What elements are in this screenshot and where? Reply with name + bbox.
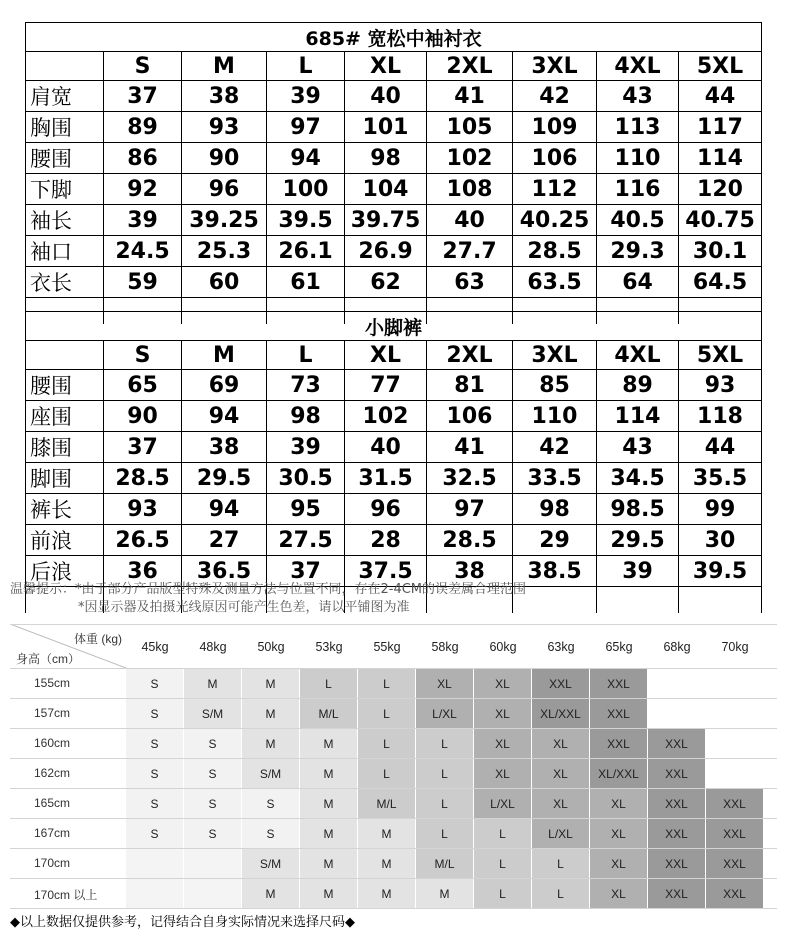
measurement-value: 27 [182, 525, 267, 556]
measurement-value: 44 [679, 81, 762, 112]
size-cell: L [474, 879, 531, 908]
measurement-value: 102 [427, 143, 513, 174]
size-header: 3XL [513, 341, 597, 370]
measurement-value: 117 [679, 112, 762, 143]
measurement-value: 39.25 [182, 205, 267, 236]
size-cell: S [126, 669, 183, 698]
measurement-value: 25.3 [182, 236, 267, 267]
height-label: 162cm [34, 766, 71, 780]
measurement-value: 93 [182, 112, 267, 143]
height-label: 157cm [34, 706, 71, 720]
size-cell: L [358, 729, 415, 758]
measurement-label: 肩宽 [26, 81, 104, 112]
size-cell: L [358, 669, 415, 698]
measurement-value: 65 [104, 370, 182, 401]
footnote: ◆以上数据仅提供参考，记得结合自身实际情况来选择尺码◆ [10, 915, 355, 930]
measurement-value: 118 [679, 401, 762, 432]
size-cell: S [126, 819, 183, 848]
size-header: 3XL [513, 52, 597, 81]
size-cell [126, 849, 183, 878]
measurement-label: 腰围 [26, 143, 104, 174]
size-cell: XXL [648, 879, 705, 908]
measurement-value: 26.9 [345, 236, 427, 267]
measurement-value: 34.5 [597, 463, 679, 494]
note-line-1: 温馨提示：*由于部分产品版型特殊及测量方法与位置不同，存在2-4CM的误差属合理范围 [10, 582, 527, 597]
size-cell: M [358, 849, 415, 878]
size-cell: XL [532, 759, 589, 788]
measurement-value: 61 [267, 267, 345, 298]
size-cell: XXL [648, 819, 705, 848]
measurement-value: 39 [267, 432, 345, 463]
height-label: 170cm 以上 [34, 888, 98, 902]
size-header: S [104, 341, 182, 370]
measurement-value: 90 [104, 401, 182, 432]
size-cell: S [126, 789, 183, 818]
weight-header: 50kg [257, 640, 285, 654]
size-cell: XXL [706, 789, 763, 818]
size-cell: XXL [648, 759, 705, 788]
size-cell: S [184, 789, 241, 818]
weight-header: 48kg [199, 640, 227, 654]
size-cell: XXL [590, 699, 647, 728]
size-cell [648, 699, 705, 728]
measurement-value: 120 [679, 174, 762, 205]
size-cell: M [242, 729, 299, 758]
measurement-value: 109 [513, 112, 597, 143]
measurement-value: 62 [345, 267, 427, 298]
size-cell: XXL [648, 789, 705, 818]
size-cell: S [184, 759, 241, 788]
measurement-value: 114 [679, 143, 762, 174]
size-cell: XL [474, 759, 531, 788]
weight-header: 60kg [489, 640, 517, 654]
measurement-value: 39 [267, 81, 345, 112]
size-header: XL [345, 52, 427, 81]
measurement-value: 38 [182, 432, 267, 463]
shirt-size-table [25, 22, 762, 324]
size-cell: XXL [590, 669, 647, 698]
size-cell [706, 729, 763, 758]
measurement-label: 衣长 [26, 267, 104, 298]
measurement-value: 96 [182, 174, 267, 205]
table-row [26, 463, 762, 494]
measurement-value: 41 [427, 81, 513, 112]
weight-header: 63kg [547, 640, 575, 654]
measurement-label: 胸围 [26, 112, 104, 143]
weight-header: 58kg [431, 640, 459, 654]
measurement-label: 后浪 [26, 556, 104, 587]
size-cell: S [184, 819, 241, 848]
measurement-value: 104 [345, 174, 427, 205]
measurement-value: 85 [513, 370, 597, 401]
measurement-value: 112 [513, 174, 597, 205]
measurement-label: 裤长 [26, 494, 104, 525]
size-cell: XL [590, 819, 647, 848]
measurement-value: 93 [104, 494, 182, 525]
size-cell: M [416, 879, 473, 908]
measurement-value: 39 [597, 556, 679, 587]
weight-header: 65kg [605, 640, 633, 654]
measurement-value: 42 [513, 432, 597, 463]
size-cell: XXL [590, 729, 647, 758]
size-cell: L [416, 789, 473, 818]
size-header: M [182, 341, 267, 370]
measurement-value: 98.5 [597, 494, 679, 525]
size-cell: S/M [184, 699, 241, 728]
height-label: 165cm [34, 796, 71, 810]
grid-line [10, 624, 777, 625]
weight-header: 70kg [721, 640, 749, 654]
measurement-value: 35.5 [679, 463, 762, 494]
table-row [26, 494, 762, 525]
size-cell: XL [532, 729, 589, 758]
size-cell: M/L [416, 849, 473, 878]
table-row [26, 370, 762, 401]
size-cell: S [242, 819, 299, 848]
size-cell: XL/XXL [590, 759, 647, 788]
measurement-value: 39.75 [345, 205, 427, 236]
measurement-value: 31.5 [345, 463, 427, 494]
measurement-value: 26.1 [267, 236, 345, 267]
grid-line [10, 908, 777, 909]
size-cell: L [358, 699, 415, 728]
size-cell: M [242, 879, 299, 908]
size-cell: XXL [706, 879, 763, 908]
measurement-value: 29.5 [597, 525, 679, 556]
measurement-value: 113 [597, 112, 679, 143]
measurement-label: 袖口 [26, 236, 104, 267]
measurement-label: 下脚 [26, 174, 104, 205]
size-recommendation-grid [10, 624, 777, 903]
size-cell: M [300, 819, 357, 848]
size-cell: L/XL [532, 819, 589, 848]
measurement-value: 37 [104, 81, 182, 112]
size-cell: L [474, 819, 531, 848]
size-header: 5XL [679, 341, 762, 370]
size-cell: XL [474, 729, 531, 758]
size-cell: S [184, 729, 241, 758]
size-cell: L [300, 669, 357, 698]
size-cell: M [358, 879, 415, 908]
size-header: M [182, 52, 267, 81]
size-cell: L [474, 849, 531, 878]
measurement-value: 102 [345, 401, 427, 432]
size-header: 4XL [597, 52, 679, 81]
size-cell [648, 669, 705, 698]
measurement-value: 94 [267, 143, 345, 174]
size-cell: XXL [648, 849, 705, 878]
blank-cell [679, 587, 762, 614]
measurement-value: 29 [513, 525, 597, 556]
measurement-value: 28.5 [513, 236, 597, 267]
measurement-value: 94 [182, 494, 267, 525]
measurement-value: 64 [597, 267, 679, 298]
size-header: S [104, 52, 182, 81]
size-cell: S [126, 759, 183, 788]
size-cell: XL [474, 669, 531, 698]
measurement-value: 114 [597, 401, 679, 432]
size-cell: XXL [706, 849, 763, 878]
measurement-value: 29.3 [597, 236, 679, 267]
size-cell: M [300, 849, 357, 878]
size-header: 5XL [679, 52, 762, 81]
measurement-value: 40 [345, 81, 427, 112]
measurement-value: 26.5 [104, 525, 182, 556]
header-corner [26, 341, 104, 370]
measurement-value: 63.5 [513, 267, 597, 298]
measurement-value: 39.5 [267, 205, 345, 236]
measurement-value: 106 [513, 143, 597, 174]
table-row [26, 112, 762, 143]
weight-header: 68kg [663, 640, 691, 654]
size-cell [706, 669, 763, 698]
measurement-value: 86 [104, 143, 182, 174]
size-cell: L/XL [416, 699, 473, 728]
measurement-value: 40.25 [513, 205, 597, 236]
measurement-value: 97 [427, 494, 513, 525]
measurement-value: 94 [182, 401, 267, 432]
size-cell: L [532, 849, 589, 878]
table-row [26, 432, 762, 463]
blank-cell [597, 587, 679, 614]
size-cell: XL [590, 789, 647, 818]
size-cell: S [242, 789, 299, 818]
measurement-value: 101 [345, 112, 427, 143]
measurement-value: 89 [104, 112, 182, 143]
measurement-value: 40.5 [597, 205, 679, 236]
pants-table-title: 小脚裤 [26, 312, 762, 341]
measurement-value: 40.75 [679, 205, 762, 236]
size-cell: S/M [242, 849, 299, 878]
measurement-value: 90 [182, 143, 267, 174]
size-cell: M [300, 729, 357, 758]
measurement-value: 44 [679, 432, 762, 463]
measurement-value: 30 [679, 525, 762, 556]
measurement-value: 77 [345, 370, 427, 401]
size-cell: L [416, 729, 473, 758]
size-cell: M [300, 759, 357, 788]
measurement-value: 43 [597, 432, 679, 463]
table-row [26, 143, 762, 174]
measurement-value: 38.5 [513, 556, 597, 587]
measurement-value: 95 [267, 494, 345, 525]
weight-header: 53kg [315, 640, 343, 654]
measurement-value: 38 [182, 81, 267, 112]
shirt-table-title: 685# 宽松中袖衬衣 [26, 23, 762, 52]
header-corner [26, 52, 104, 81]
size-header: 2XL [427, 341, 513, 370]
measurement-value: 93 [679, 370, 762, 401]
measurement-value: 108 [427, 174, 513, 205]
size-cell: M [242, 699, 299, 728]
measurement-value: 64.5 [679, 267, 762, 298]
pants-size-table [25, 311, 762, 613]
height-label: 160cm [34, 736, 71, 750]
measurement-value: 63 [427, 267, 513, 298]
size-cell: XL [590, 849, 647, 878]
size-cell: XXL [706, 819, 763, 848]
measurement-value: 36 [104, 556, 182, 587]
size-cell: XXL [532, 669, 589, 698]
table-row [26, 205, 762, 236]
measurement-value: 96 [345, 494, 427, 525]
size-cell: L [532, 879, 589, 908]
measurement-value: 33.5 [513, 463, 597, 494]
size-cell: M/L [300, 699, 357, 728]
size-cell: M [300, 879, 357, 908]
measurement-label: 膝围 [26, 432, 104, 463]
measurement-value: 97 [267, 112, 345, 143]
size-cell: L [358, 759, 415, 788]
measurement-value: 69 [182, 370, 267, 401]
measurement-value: 37.5 [345, 556, 427, 587]
measurement-value: 116 [597, 174, 679, 205]
measurement-label: 前浪 [26, 525, 104, 556]
measurement-value: 29.5 [182, 463, 267, 494]
size-cell: L/XL [474, 789, 531, 818]
measurement-value: 37 [104, 432, 182, 463]
size-header: 2XL [427, 52, 513, 81]
measurement-value: 39 [104, 205, 182, 236]
measurement-value: 30.5 [267, 463, 345, 494]
measurement-label: 袖长 [26, 205, 104, 236]
measurement-value: 41 [427, 432, 513, 463]
size-cell: XL [590, 879, 647, 908]
size-cell: M [242, 669, 299, 698]
size-header: L [267, 52, 345, 81]
table-row [26, 525, 762, 556]
note-line-2: *因显示器及拍摄光线原因可能产生色差，请以平铺图为准 [78, 600, 410, 615]
size-cell [184, 879, 241, 908]
measurement-value: 92 [104, 174, 182, 205]
measurement-value: 98 [513, 494, 597, 525]
measurement-value: 42 [513, 81, 597, 112]
measurement-value: 81 [427, 370, 513, 401]
table-row [26, 236, 762, 267]
size-cell: L [416, 819, 473, 848]
measurement-label: 脚围 [26, 463, 104, 494]
height-label: 170cm [34, 856, 71, 870]
size-cell: M [300, 789, 357, 818]
height-label: 167cm [34, 826, 71, 840]
size-cell: M [358, 819, 415, 848]
height-label: 155cm [34, 676, 71, 690]
size-header: XL [345, 341, 427, 370]
size-cell [706, 699, 763, 728]
measurement-value: 89 [597, 370, 679, 401]
weight-header: 55kg [373, 640, 401, 654]
measurement-value: 98 [345, 143, 427, 174]
size-cell: XL [474, 699, 531, 728]
size-header: 4XL [597, 341, 679, 370]
size-cell: XL/XXL [532, 699, 589, 728]
size-cell: M [184, 669, 241, 698]
measurement-label: 腰围 [26, 370, 104, 401]
measurement-value: 40 [345, 432, 427, 463]
height-axis-label: 身高（cm） [16, 652, 80, 666]
measurement-value: 99 [679, 494, 762, 525]
measurement-value: 100 [267, 174, 345, 205]
size-cell: S/M [242, 759, 299, 788]
size-cell: XL [532, 789, 589, 818]
measurement-value: 98 [267, 401, 345, 432]
measurement-value: 30.1 [679, 236, 762, 267]
measurement-value: 60 [182, 267, 267, 298]
measurement-value: 28.5 [427, 525, 513, 556]
measurement-value: 106 [427, 401, 513, 432]
measurement-value: 40 [427, 205, 513, 236]
size-cell: S [126, 729, 183, 758]
measurement-value: 27.7 [427, 236, 513, 267]
table-row [26, 401, 762, 432]
measurement-value: 37 [267, 556, 345, 587]
measurement-value: 24.5 [104, 236, 182, 267]
measurement-value: 73 [267, 370, 345, 401]
measurement-value: 110 [513, 401, 597, 432]
size-cell [706, 759, 763, 788]
measurement-value: 32.5 [427, 463, 513, 494]
weight-axis-label: 体重 (kg) [74, 632, 123, 646]
size-cell [126, 879, 183, 908]
weight-header: 45kg [141, 640, 169, 654]
measurement-value: 28 [345, 525, 427, 556]
size-cell [184, 849, 241, 878]
table-row [26, 267, 762, 298]
measurement-value: 59 [104, 267, 182, 298]
size-cell: L [416, 759, 473, 788]
measurement-value: 39.5 [679, 556, 762, 587]
measurement-value: 110 [597, 143, 679, 174]
size-cell: M/L [358, 789, 415, 818]
size-cell: XL [416, 669, 473, 698]
measurement-value: 36.5 [182, 556, 267, 587]
measurement-value: 27.5 [267, 525, 345, 556]
size-cell: S [126, 699, 183, 728]
measurement-value: 28.5 [104, 463, 182, 494]
measurement-label: 座围 [26, 401, 104, 432]
table-row [26, 174, 762, 205]
size-header: L [267, 341, 345, 370]
measurement-value: 105 [427, 112, 513, 143]
measurement-value: 38 [427, 556, 513, 587]
table-row [26, 81, 762, 112]
measurement-value: 43 [597, 81, 679, 112]
size-cell: XXL [648, 729, 705, 758]
